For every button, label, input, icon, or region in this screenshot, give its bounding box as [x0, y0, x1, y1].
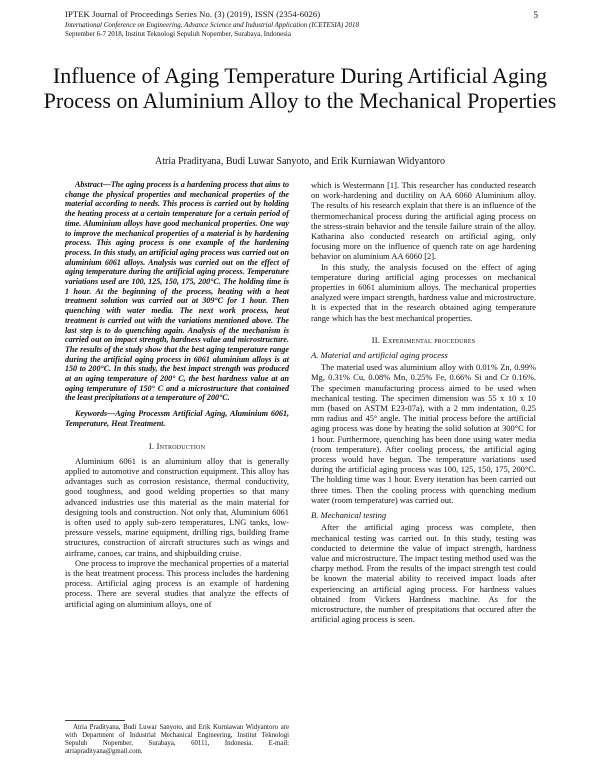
intro-paragraph-1: Aluminium 6061 is an aluminium alloy that is generally applied to automotive and construction equipment. This alloy has advantages such as corrosion resistance, thermal conductivity, good toughness, and good welding properties so that many advanced industries use this material as the main material for designing tools and construction. Not only that, Aluminium 6061 is often used to apply sub-zero temperatures, LNG tanks, low-pressure vessels, marine equipment, drilling rigs, building frame structures, construction of aircraft structures such as wings and airframe, canoes, car trains, and shipbuilding cruise.	[65, 455, 289, 558]
page-number: 5	[533, 10, 538, 20]
subsection-heading-material: A. Material and artificial aging process	[311, 350, 448, 361]
section-heading-experimental	[311, 335, 536, 345]
section-number: I.	[148, 440, 155, 451]
abstract: Abstract—The aging process is a hardening process that aims to change the physical properties and mechanical properties of the material according to needs. This process is carried out by holding the heating process at a certain temperature for a certain period of time. Aluminium alloys have good mechanical properties. One way to improve the mechanical properties of a material is by hardening process. This aging process is one example of the hardening process. In this study, an artificial aging process was carried out on aluminium 6061 alloys. Analysis was carried out on the effect of aging temperature during the artificial aging process. Temperature variations used are 100, 125, 150, 175, 200°C. The holding time is 1 hour. At the beginning of the process, heating with a heat treatment solution was carried out at 309°C for 1 hour. Then quenching with water media. The next work process, heat treatment is carried out with the variations mentioned above. The last step is to do quenching again. Analysis of the mechanism is carried out on impact strength, hardness value and microstructure. The results of the study show that the best aging temperature range during the artificial aging process in 6061 aluminium alloys is at 150 to 200°C. In this study, the best impact strength was produced at an aging temperature of 200° C, the best hardness value at an aging temperature of 150° C and a microstructure that contained the least precipitations at a temperature of 200°C.	[65, 180, 289, 403]
author-list: Atria Pradityana, Budi Luwar Sanyoto, and Erik Kurniawan Widyantoro	[155, 156, 445, 167]
section-title: Introduction	[156, 440, 206, 451]
journal-header: IPTEK Journal of Proceedings Series No. (3) (2019), ISSN (2354-6026)	[65, 9, 321, 19]
section-title: Experimental procedures	[382, 334, 476, 345]
left-column	[65, 180, 289, 609]
keywords: Keywords—Aging Processm Artificial Aging, Aluminium 6061, Temperature, Heat Treatment.	[65, 409, 289, 428]
paper-title: Influence of Aging Temperature During Artificial Aging Process on Aluminium Alloy to the Mechanical Properties	[43, 63, 557, 113]
venue-header: September 6-7 2018, Institut Teknologi Sepuluh Nopember, Surabaya, Indonesia	[65, 30, 291, 38]
right-column	[311, 180, 536, 624]
material-paragraph: The material used was aluminium alloy with 0.01% Zn, 0.99% Mg, 0.31% Cu, 0.08% Mn, 0.25% Fe, 0.66% Si and Cr 0.16%. The specimen manufacturing process aimed to be used when mechanical testing. The specimen dimension was 55 x 10 x 10 mm (based on ASTM E23-07a), with a 2 mm indentation, 0.25 mm radius and 45° angle. The initial process before the artificial aging process was done by heating the solid solution at 300°C for 1 hour. Furthermore, quenching has been done using water media (room temperature). After cooling process, the artificial aging process would have begun. The temperature variations used during the artificial aging process was 100, 125, 150, 175, 200°C. The holding time was 1 hour. Every iteration has been carried out three times. Then the cooling process with quenching medium water (room temperature) was carried out.	[311, 362, 536, 505]
intro-paragraph-3: In this study, the analysis focused on the effect of aging temperature during artificial aging processes on mechanical properties in 6061 aluminium alloys. The mechanical properties analyzed were impact strength, hardness value and microstructure. It is expected that in the research obtained aging temperature range which has the best mechanical properties.	[311, 261, 536, 323]
subsection-heading-mechanical-testing: B. Mechanical testing	[311, 510, 387, 521]
conference-header: International Conference on Engineering, Advance Science and Industrial Application (ICETESIA) 2018	[65, 21, 360, 29]
intro-paragraph-2: One process to improve the mechanical properties of a material is the heat treatment process. This process includes the hardening process. Artificial aging process is an example of hardening process. There are several studies that analyze the effects of artificial aging on aluminium alloys, one of	[65, 557, 289, 609]
author-footnote	[65, 724, 289, 756]
section-number: II.	[371, 334, 381, 345]
footnote-text: Atria Pradityana, Budi Luwar Sanyoto, and Erik Kurniawan Widyantoro are with Department of Industrial Mechanical Engineering, Institut Teknologi Sepuluh Nopember, Surabaya, 60111, Indonesia. E-mail: atriapradityana@gmail.com.	[65, 724, 289, 756]
footnote-divider	[65, 720, 125, 721]
section-heading-introduction	[65, 441, 289, 451]
mechanical-testing-paragraph: After the artificial aging process was complete, then mechanical testing was carried out. In this study, testing was conducted to determine the value of impact strength, hardness value and microstructure. The impact testing method used was the charpy method. From the results of the impact strength test could be known the material ability to received impact loads after experiencing an artificial aging process. For hardness values obtained from Vickers Hardness machine. As for the microstructure, the number of prespitations that occured after the artificial aging process is seen.	[311, 522, 536, 625]
intro-paragraph-2-continued: which is Westermann [1]. This researcher has conducted research on work-hardening and ductility on AA 6060 Aluminium alloy. The results of his research explain that there is an influence of the thermomechanical process during the artificial aging process on the stress-strain behavior and the tensile failure strain of the alloy. Katharina also conducted research on artificial aging, only focusing more on the influence of quench rate on age hardening behavior on aluminium AA 6060 [2].	[311, 180, 536, 262]
